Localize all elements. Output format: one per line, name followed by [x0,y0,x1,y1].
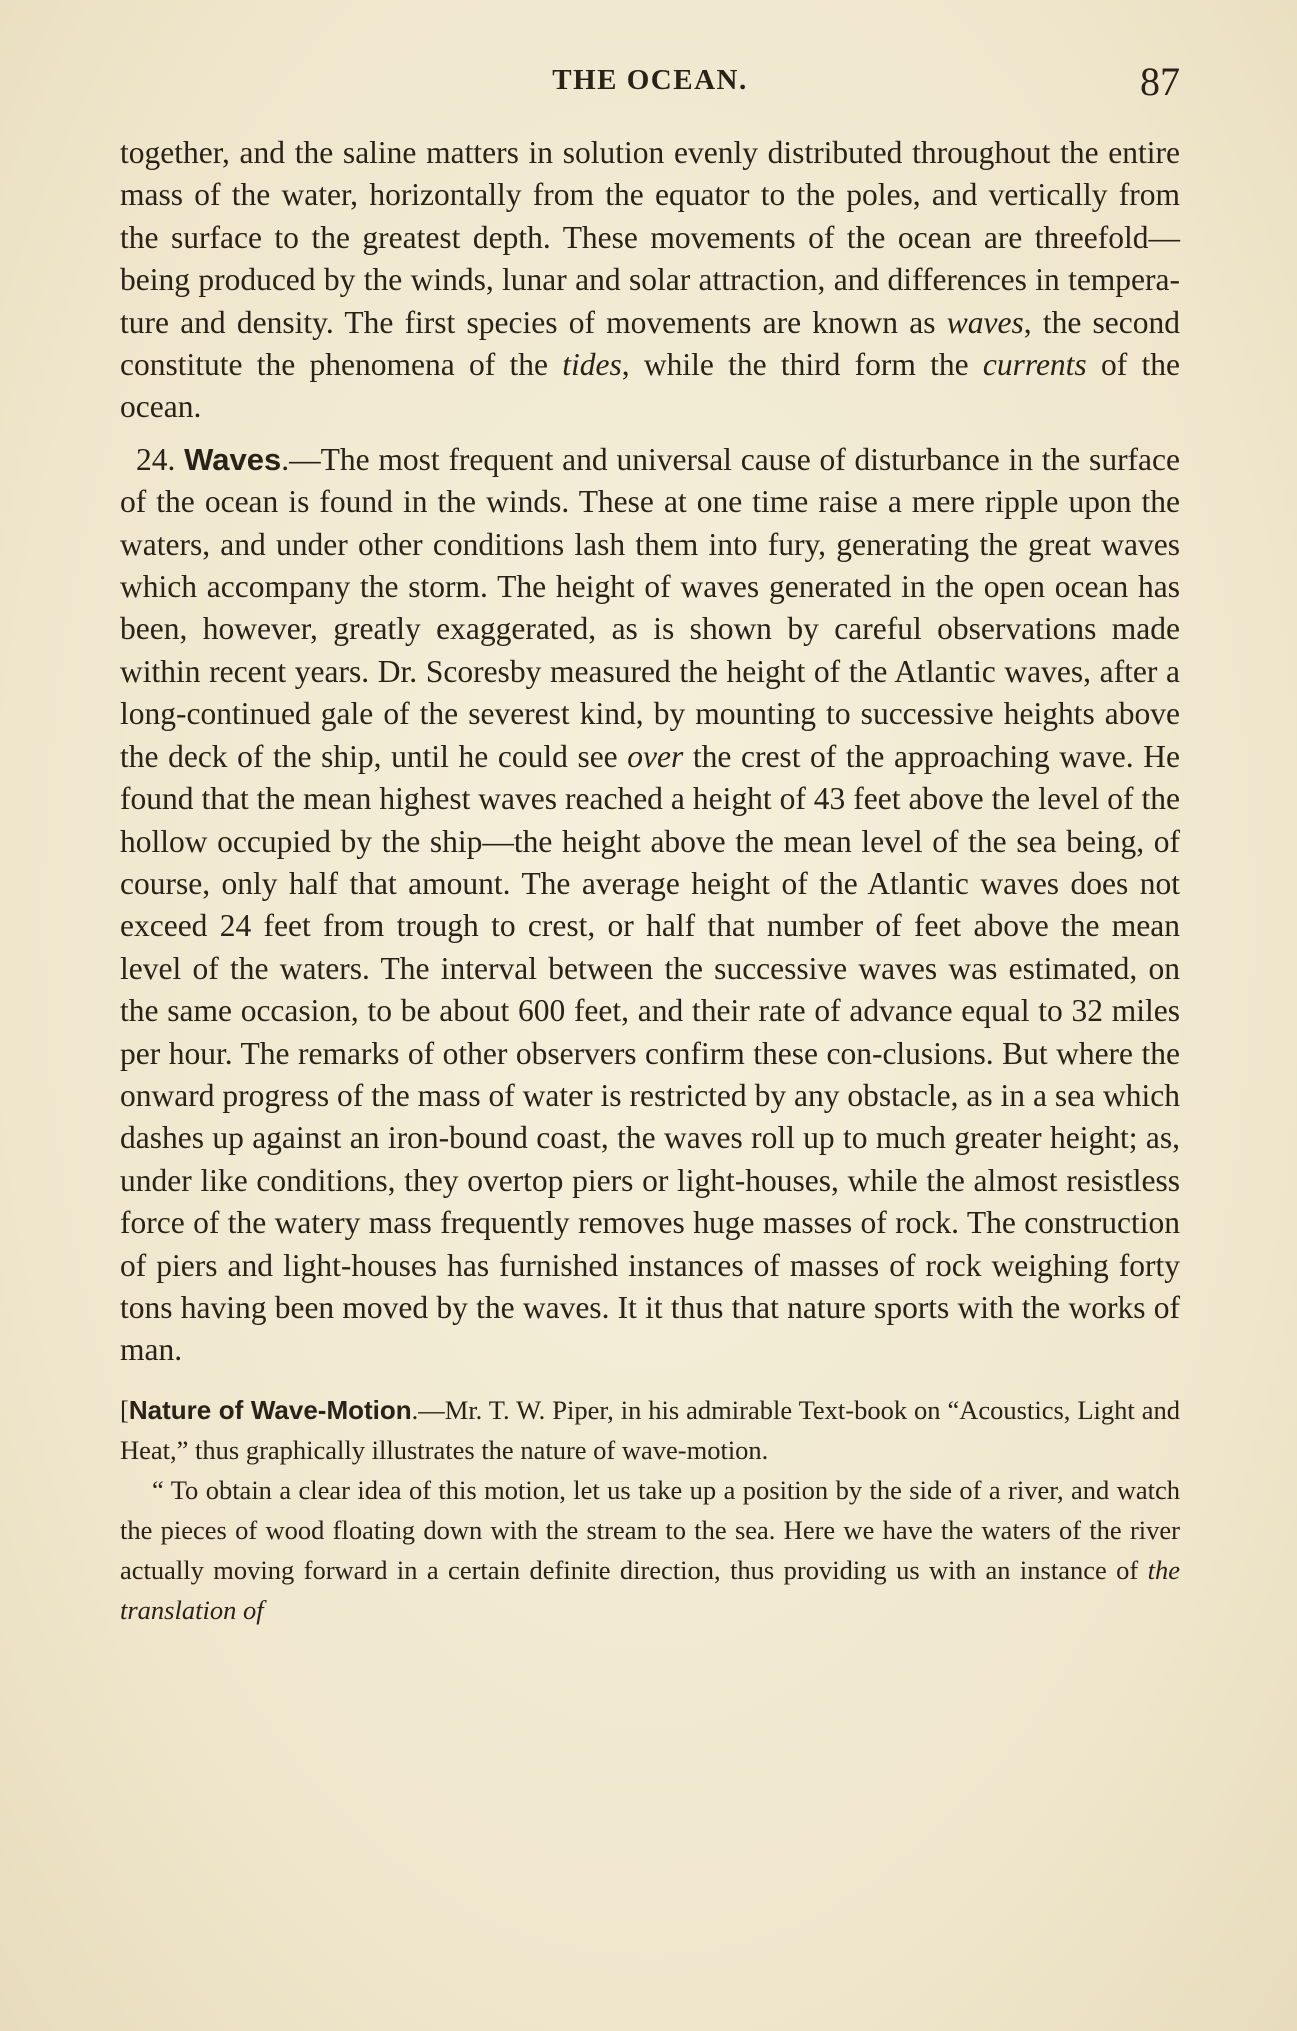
notes-section [120,1390,1180,1630]
text-run: together, and the saline matters in solution evenly distributed throughout the entire mass of the water, horizontally from the equator to the poles, and vertically from the surface to the greatest depth. These movements of the ocean are threefold—being produced by the winds, lunar and solar attraction, and differences in tempera-ture and density. The first species of movements are known as [120,135,1180,340]
note-quotation [120,1470,1180,1630]
text-run: , the second constitute the phenomena of the [120,304,1180,383]
paragraph-waves [120,439,1180,1372]
italic-term-over: over [627,738,684,774]
note-heading: Nature of Wave-Motion [128,1394,412,1425]
page-body [120,132,1180,1630]
text-run: of the ocean. [120,347,1180,425]
italic-term-tides: tides [562,347,622,383]
section-heading: Waves [184,441,282,477]
italic-term-currents: currents [982,347,1087,383]
text-run: “ To obtain a clear idea of this motion, let us take up a position by the side of a river, and watch the pieces of wood floating down with the stream to the sea. Here we have the waters of the river actually moving forward in a certain definite direction, thus providing us with an instance of [120,1474,1180,1585]
bracket: [ [120,1394,129,1425]
text-run: , while the third form the [621,347,983,383]
italic-phrase: the translation of [120,1554,1180,1625]
running-title: THE OCEAN. [552,64,748,96]
text-run: .—Mr. T. W. Piper, in his admirable Text-book on “Acoustics, Light and Heat,” thus graphically illustrates the nature of wave-motion. [120,1394,1180,1465]
paragraph-continued [120,132,1180,429]
italic-term-waves: waves [946,304,1024,340]
text-run: the crest of the approaching wave. He found that the mean highest waves reached a height of 43 feet above the level of the hollow occupied by the ship—the height above the mean level of the sea being, of course, only half that amount. The average height of the Atlantic waves does not exceed 24 feet from trough to crest, or half that number of feet above the mean level of the waters. The interval between the successive waves was estimated, on the same occasion, to be about 600 feet, and their rate of advance equal to 32 miles per hour. The remarks of other observers confirm these con-clusions. But where the onward progress of the mass of water is restricted by any obstacle, as in a sea which dashes up against an iron-bound coast, the waves roll up to much greater height; as, under like conditions, they overtop piers or light-houses, while the almost resistless force of the watery mass frequently removes huge masses of rock. The construction of piers and light-houses has furnished instances of masses of rock weighing forty tons having been moved by the waves. It it thus that nature sports with the works of man. [120,738,1180,1368]
page-header [120,59,1180,112]
page-number: 87 [1140,59,1180,104]
text-run: .—The most frequent and universal cause of disturbance in the surface of the ocean is found in the winds. These at one time raise a mere ripple upon the waters, and under other conditions lash them into fury, generating the great waves which accompany the storm. The height of waves generated in the open ocean has been, however, greatly exaggerated, as is shown by careful observations made within recent years. Dr. Scoresby measured the height of the Atlantic waves, after a long-continued gale of the severest kind, by mounting to successive heights above the deck of the ship, until he could see [120,441,1180,774]
note-wave-motion [120,1390,1180,1470]
section-number: 24. [136,441,176,477]
